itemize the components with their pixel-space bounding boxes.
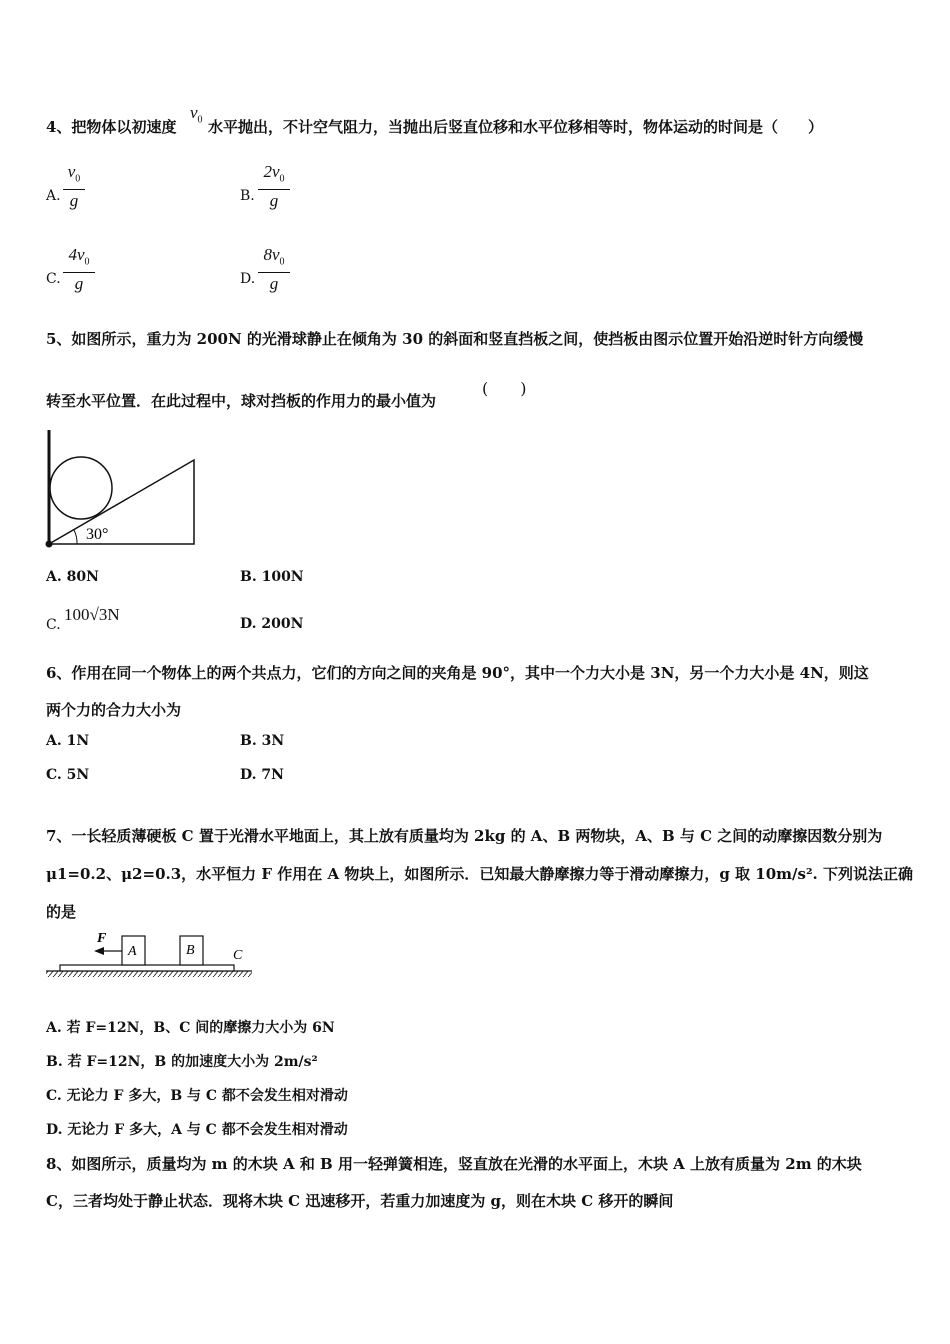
q7-option-d: D. 无论力 F 多大，A 与 C 都不会发生相对滑动 <box>46 1122 348 1138</box>
q4-option-a-label: A. <box>46 188 61 204</box>
block-a-label: A <box>128 944 137 959</box>
q6-option-c: C. 5N <box>46 767 90 783</box>
incline <box>49 460 194 544</box>
q5-stem-line1: 5、如图所示，重力为 200N 的光滑球静止在倾角为 30 的斜面和竖直挡板之间，使挡板由图示位置开始沿逆时针方向缓慢 <box>46 330 864 348</box>
angle-arc <box>74 530 77 544</box>
q8-stem-line1: 8、如图所示，质量均为 m 的木块 A 和 B 用一轻弹簧相连，竖直放在光滑的水平面上，木块 A 上放有质量为 2m 的木块 <box>46 1155 862 1173</box>
q4-option-a-fraction: $\frac{v_0}{g}$ <box>63 162 85 212</box>
q4-option-c-label: C. <box>46 271 61 287</box>
force-label: F <box>97 931 107 946</box>
q7-option-c: C. 无论力 F 多大，B 与 C 都不会发生相对滑动 <box>46 1088 348 1104</box>
q7-stem-line1: 7、一长轻质薄硬板 C 置于光滑水平地面上，其上放有质量均为 2kg 的 A、B 两物块，A、B 与 C 之间的动摩擦因数分别为 <box>46 827 883 845</box>
q6-option-b: B. 3N <box>240 733 285 749</box>
q7-option-a: A. 若 F=12N，B、C 间的摩擦力大小为 6N <box>46 1020 335 1036</box>
q7-stem-line2: μ1=0.2、μ2=0.3，水平恒力 F 作用在 A 物块上，如图所示．已知最大静摩擦力等于滑动摩擦力，g 取 10m/s². 下列说法正确 <box>46 865 913 883</box>
q8-stem-line2: C，三者均处于静止状态．现将木块 C 迅速移开，若重力加速度为 g，则在木块 C 移开的瞬间 <box>46 1192 674 1210</box>
q5-stem-line2: 转至水平位置．在此过程中，球对挡板的作用力的最小值为 <box>46 392 437 410</box>
force-arrowhead <box>94 947 104 955</box>
q6-stem-line2: 两个力的合力大小为 <box>46 701 182 719</box>
q5-option-b: B. 100N <box>240 569 304 585</box>
block-b-label: B <box>186 943 195 958</box>
q4-stem <box>46 116 176 137</box>
q4-v0: $v_0$ <box>190 103 203 126</box>
q4-option-d-label: D. <box>240 271 256 287</box>
q5-option-a: A. 80N <box>46 569 99 585</box>
q6-option-d: D. 7N <box>240 767 284 783</box>
q4-option-b-label: B. <box>240 188 255 204</box>
q4-option-b-fraction: $\frac{2v_0}{g}$ <box>258 162 290 212</box>
ball <box>50 457 112 519</box>
angle-label: 30° <box>86 526 109 543</box>
q4-option-c-fraction: $\frac{4v_0}{g}$ <box>63 245 95 295</box>
q5-figure <box>40 428 200 550</box>
q7-stem-line3: 的是 <box>46 903 77 921</box>
q6-option-a: A. 1N <box>46 733 90 749</box>
q5-option-d: D. 200N <box>240 616 304 632</box>
q4-stem-pre: 4、把物体以初速度 <box>46 118 177 136</box>
ground-hatch <box>46 971 252 977</box>
q5-answer-paren: ( ) <box>482 379 527 398</box>
q4-option-d-fraction: $\frac{8v_0}{g}$ <box>258 245 290 295</box>
q7-figure <box>44 928 256 978</box>
pivot-point <box>46 541 53 548</box>
board-c-label: C <box>233 948 243 963</box>
board-c <box>60 965 234 971</box>
q4-stem-post: 水平抛出，不计空气阻力，当抛出后竖直位移和水平位移相等时，物体运动的时间是（ ） <box>208 118 824 136</box>
q5-option-c-value: 100√3N <box>64 605 120 624</box>
q7-option-b: B. 若 F=12N，B 的加速度大小为 2m/s² <box>46 1054 318 1070</box>
q6-stem-line1: 6、作用在同一个物体上的两个共点力，它们的方向之间的夹角是 90°，其中一个力大小是 3N，另一个力大小是 4N，则这 <box>46 664 869 682</box>
q5-option-c-label: C. <box>46 617 61 633</box>
